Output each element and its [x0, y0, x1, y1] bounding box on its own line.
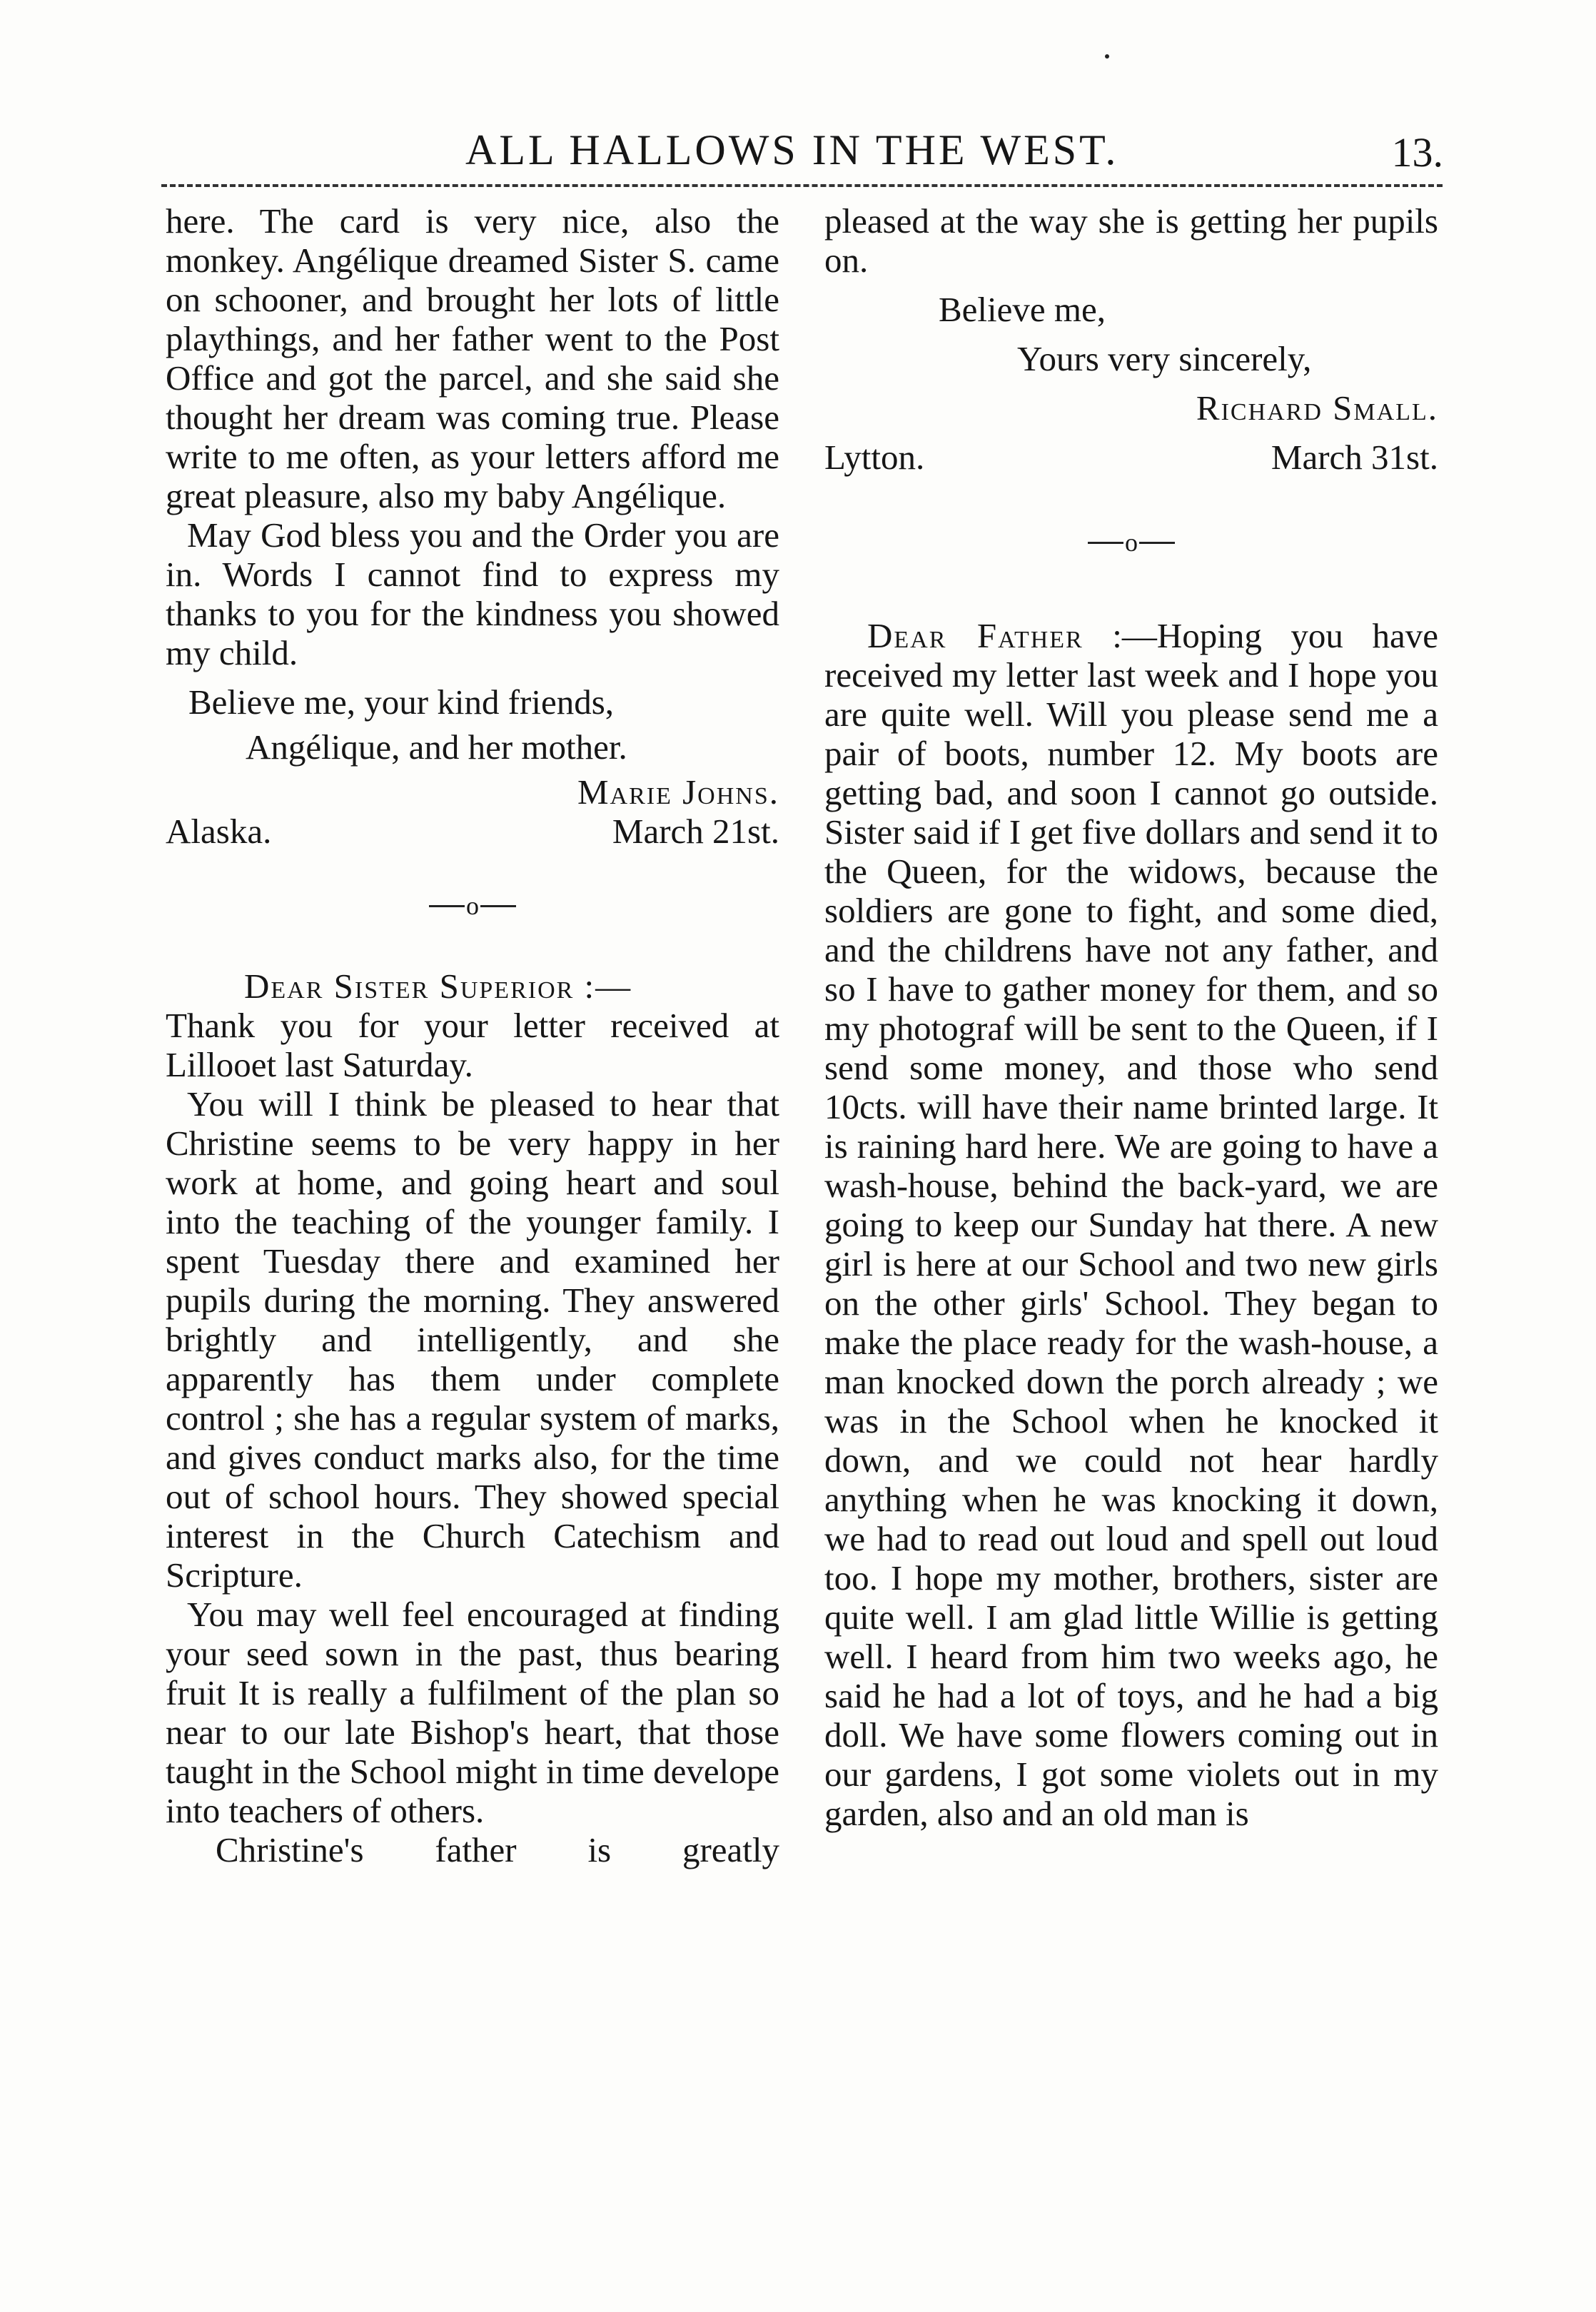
page-number: 13.: [1391, 129, 1443, 176]
signature: Richard Small.: [1196, 388, 1438, 428]
section-divider: [166, 883, 779, 922]
right-column: [824, 201, 1438, 1833]
letter-paragraph: You will I think be pleased to hear that Christine seems to be very happy in her work at home, and going heart and soul into the teaching of the younger family. I spent Tuesday there and examined her pupils during the morning. They answered brightly and intelligently, and she apparently has them under complete control ; she has a regular system of marks, and gives conduct marks also, for the time out of school hours. They showed special interest in the Church Catechism and Scripture.: [166, 1084, 779, 1595]
letter-text: Thank you for your letter received at Lillooet last Saturday.: [166, 1006, 779, 1084]
place: Alaska.: [166, 812, 272, 851]
closing-line: Believe me,: [939, 290, 1106, 329]
divider-line: [1088, 542, 1123, 544]
spacer: [824, 280, 1438, 290]
header-rule: [161, 184, 1443, 187]
closing-line: Believe me, your kind friends,: [188, 682, 615, 722]
letter-paragraph: You may well feel encouraged at finding your seed sown in the past, thus bearing fruit It is really a fulfilment of the plan so near to our late Bishop's heart, that those taught in the School might in time develope into teachers of others.: [166, 1595, 779, 1830]
paragraph-text: May God bless you and the Order you are in. Words I cannot find to express my thanks to you for the kindness you showed my child.: [166, 515, 779, 672]
divider-line: [1139, 542, 1175, 544]
letter-text: here. The card is very nice, also the monkey. Angélique dreamed Sister S. came on schooner, and brought her lots of little playthings, and her father went to the Post Office and got the parcel, and she said she thought her dream was coming true. Please write to me often, as your letters afford me great pleasure, also my baby Angélique.: [166, 201, 779, 515]
page-header: [166, 126, 1443, 190]
running-title: ALL HALLOWS IN THE WEST.: [465, 126, 1119, 173]
spacer: [824, 378, 1438, 388]
closing-line: Angélique, and her mother.: [246, 727, 627, 767]
divider-line: [480, 905, 516, 907]
spacer: [166, 672, 779, 682]
divider-line: [429, 905, 465, 907]
spacer: [824, 428, 1438, 438]
ink-speck: [1105, 54, 1109, 59]
salutation: Dear Father: [867, 616, 1084, 655]
letter-paragraph: Christine's father is greatly: [216, 1830, 779, 1869]
letter-text: pleased at the way she is getting her pupils on.: [824, 201, 1438, 280]
divider-mark: o: [1125, 528, 1138, 557]
place-date-line: [824, 438, 1438, 477]
letter-paragraph: [824, 616, 1438, 1833]
closing-line: Yours very sincerely,: [1017, 339, 1312, 378]
date: March 31st.: [1271, 438, 1438, 477]
section-divider: [824, 520, 1438, 559]
left-column: [166, 201, 779, 1869]
divider-mark: o: [466, 892, 479, 921]
letter-text: :—Hoping you have received my letter last week and I hope you are quite well. Will you please send me a pair of boots, number 12. My boots are getting bad, and soon I cannot go outside. Sister said if I get five dollars and send it to the Queen, for the widows, because the soldiers are gone to fight, and some died, and the childrens have not any father, and so I have to gather money for them, and so my photograf will be sent to the Queen, if I send some money, and those who send 10cts. will have their name brinted large. It is raining hard here. We are going to have a wash-house, behind the back-yard, we are going to keep our Sunday hat there. A new girl is here at our School and two new girls on the other girls' School. They began to make the place ready for the wash-house, a man knocked down the porch already ; we was in the School when he knocked it down, and we could not hear hardly anything when he was knocking it down, we had to read out loud and spell out loud too. I hope my mother, brothers, sister are quite well. I am glad little Willie is getting well. I heard from him two weeks ago, he said he had a lot of toys, and he had a big doll. We have some flowers coming out in our gardens, I got some violets out in my garden, also and an old man is: [824, 616, 1438, 1833]
place-date-line: [166, 812, 779, 851]
signature: Marie Johns.: [577, 772, 779, 812]
date: March 21st.: [612, 812, 779, 851]
spacer: [824, 329, 1438, 339]
salutation: Dear Sister Superior :—: [244, 966, 632, 1006]
letter-paragraph: [166, 515, 779, 672]
place: Lytton.: [824, 438, 925, 477]
